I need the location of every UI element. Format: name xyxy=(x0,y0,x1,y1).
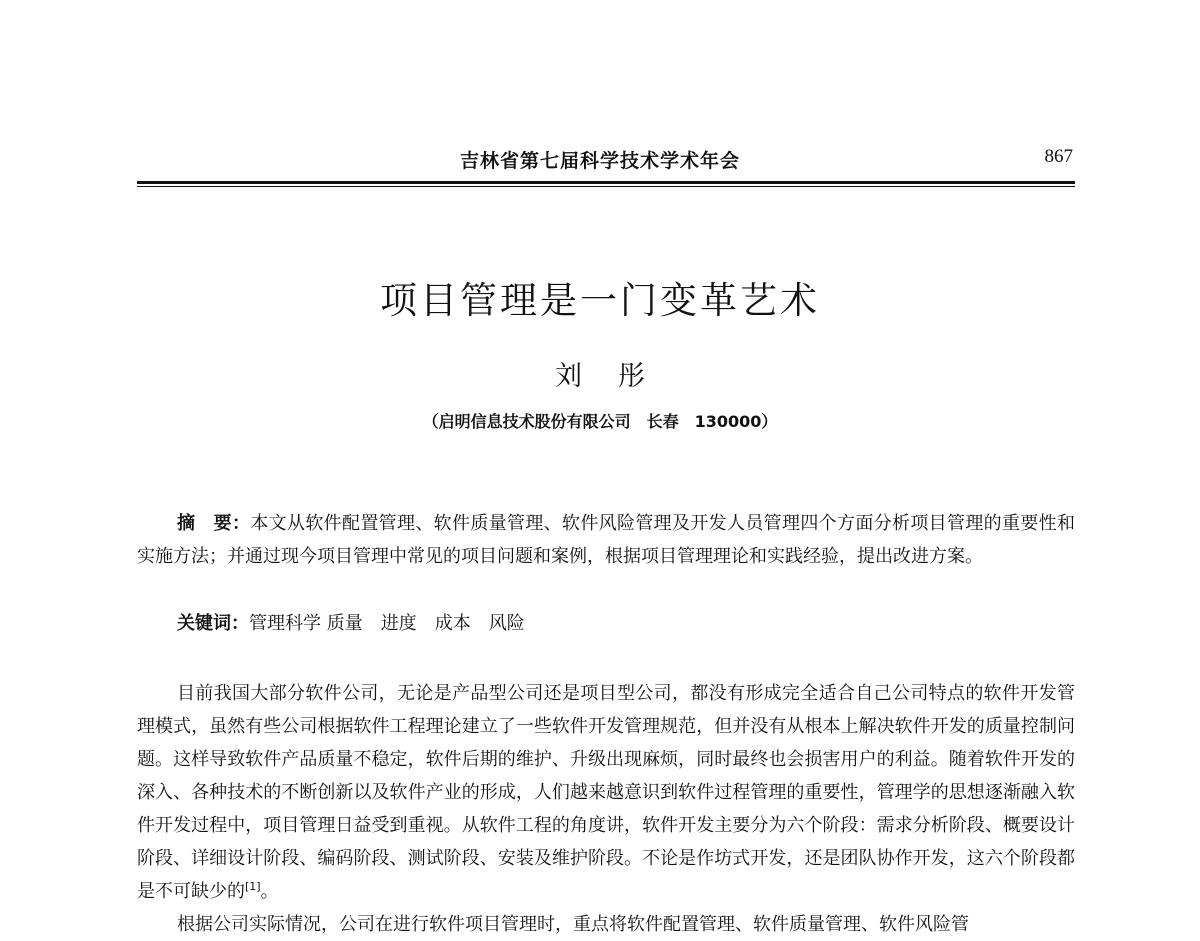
keywords-text: 管理科学 质量 进度 成本 风险 xyxy=(249,613,525,634)
keywords-label: 关键词： xyxy=(177,613,249,634)
citation-ref[interactable]: [1] xyxy=(245,880,261,893)
body-paragraph-2 xyxy=(137,908,1075,941)
running-header-title: 吉林省第七届科学技术学术年会 xyxy=(459,150,740,172)
page-number: 867 xyxy=(1044,146,1073,167)
header-rule-thick xyxy=(137,181,1075,184)
paragraph-1-text: 目前我国大部分软件公司，无论是产品型公司还是项目型公司，都没有形成完全适合自己公司特点的软件开发管理模式，虽然有些公司根据软件工程理论建立了一些软件开发管理规范，但并没有从根本上解决软件开发的质量控制问题。这样导致软件产品质量不稳定，软件后期的维护、升级出现麻烦，同时最终也会损害用户的利益。随着软件开发的深入、各种技术的不断创新以及软件产业的形成，人们越来越意识到软件过程管理的重要性，管理学的思想逐渐融入软件开发过程中，项目管理日益受到重视。从软件工程的角度讲，软件开发主要分为六个阶段：需求分析阶段、概要设计阶段、详细设计阶段、编码阶段、测试阶段、安装及维护阶段。不论是作坊式开发，还是团队协作开发，这六个阶段都是不可缺少的 xyxy=(137,683,1075,902)
paragraph-1-end: 。 xyxy=(260,881,279,902)
paper-title: 项目管理是一门变革艺术 xyxy=(380,278,820,322)
abstract xyxy=(137,507,1075,573)
keywords xyxy=(177,609,525,635)
paragraph-2-text: 根据公司实际情况，公司在进行软件项目管理时，重点将软件配置管理、软件质量管理、软件风险管 xyxy=(177,914,969,935)
abstract-label: 摘 要： xyxy=(177,513,251,534)
body-text xyxy=(137,677,1075,941)
author-affiliation: （启明信息技术股份有限公司 长春 130000） xyxy=(422,412,778,431)
body-paragraph-1 xyxy=(137,677,1075,908)
abstract-text: 本文从软件配置管理、软件质量管理、软件风险管理及开发人员管理四个方面分析项目管理的重要性和实施方法；并通过现今项目管理中常见的项目问题和案例，根据项目管理理论和实践经验，提出改进方案。 xyxy=(137,513,1076,567)
header-rule-thin xyxy=(137,186,1075,187)
author-name: 刘彤 xyxy=(555,361,681,392)
